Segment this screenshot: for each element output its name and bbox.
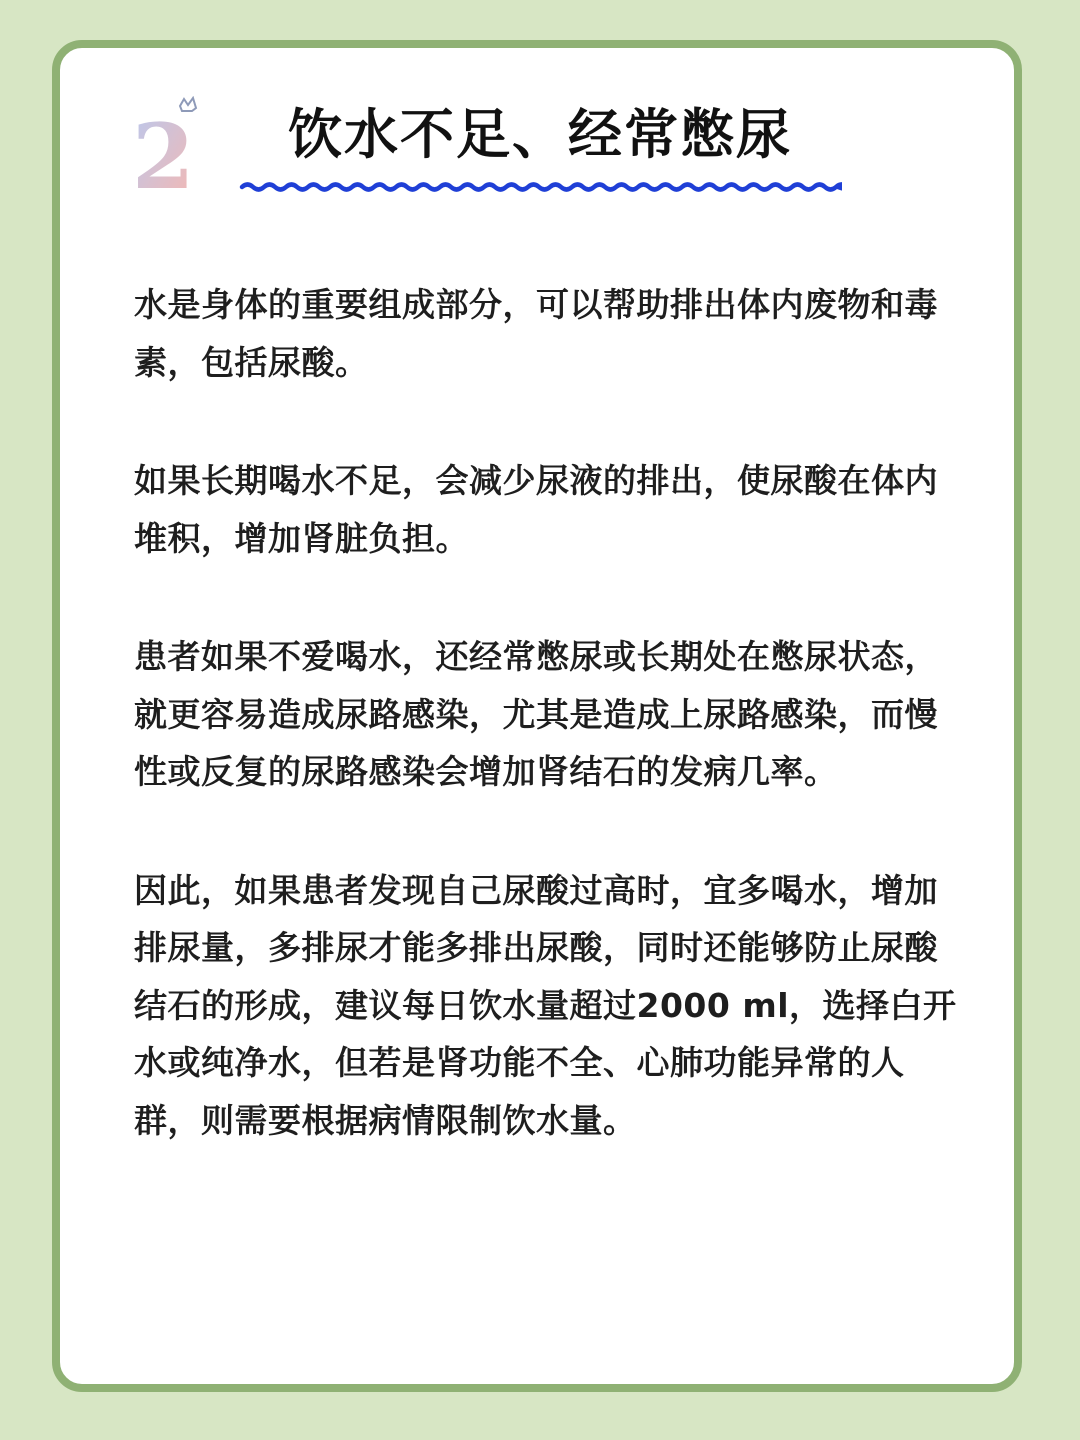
page-title: 饮水不足、经常憋尿	[288, 103, 792, 166]
article-body	[134, 276, 964, 1149]
paragraph-4: 因此，如果患者发现自己尿酸过高时，宜多喝水，增加排尿量，多排尿才能多排出尿酸，同时还能够防止尿酸结石的形成，建议每日饮水量超过2000 ml，选择白开水或纯净水，但若是肾功能不全、心肺功能异常的人群，则需要根据病情限制饮水量。	[134, 870, 957, 1140]
title-underline-wave	[238, 172, 842, 202]
paragraph-3: 患者如果不爱喝水，还经常憋尿或长期处在憋尿状态，就更容易造成尿路感染，尤其是造成上尿路感染，而慢性或反复的尿路感染会增加肾结石的发病几率。	[134, 637, 938, 791]
paragraph-1: 水是身体的重要组成部分，可以帮助排出体内废物和毒素，包括尿酸。	[134, 285, 938, 382]
paragraph-2: 如果长期喝水不足，会减少尿液的排出，使尿酸在体内堆积，增加肾脏负担。	[134, 461, 938, 558]
badge-number: 2	[132, 104, 195, 200]
number-badge	[128, 96, 212, 200]
